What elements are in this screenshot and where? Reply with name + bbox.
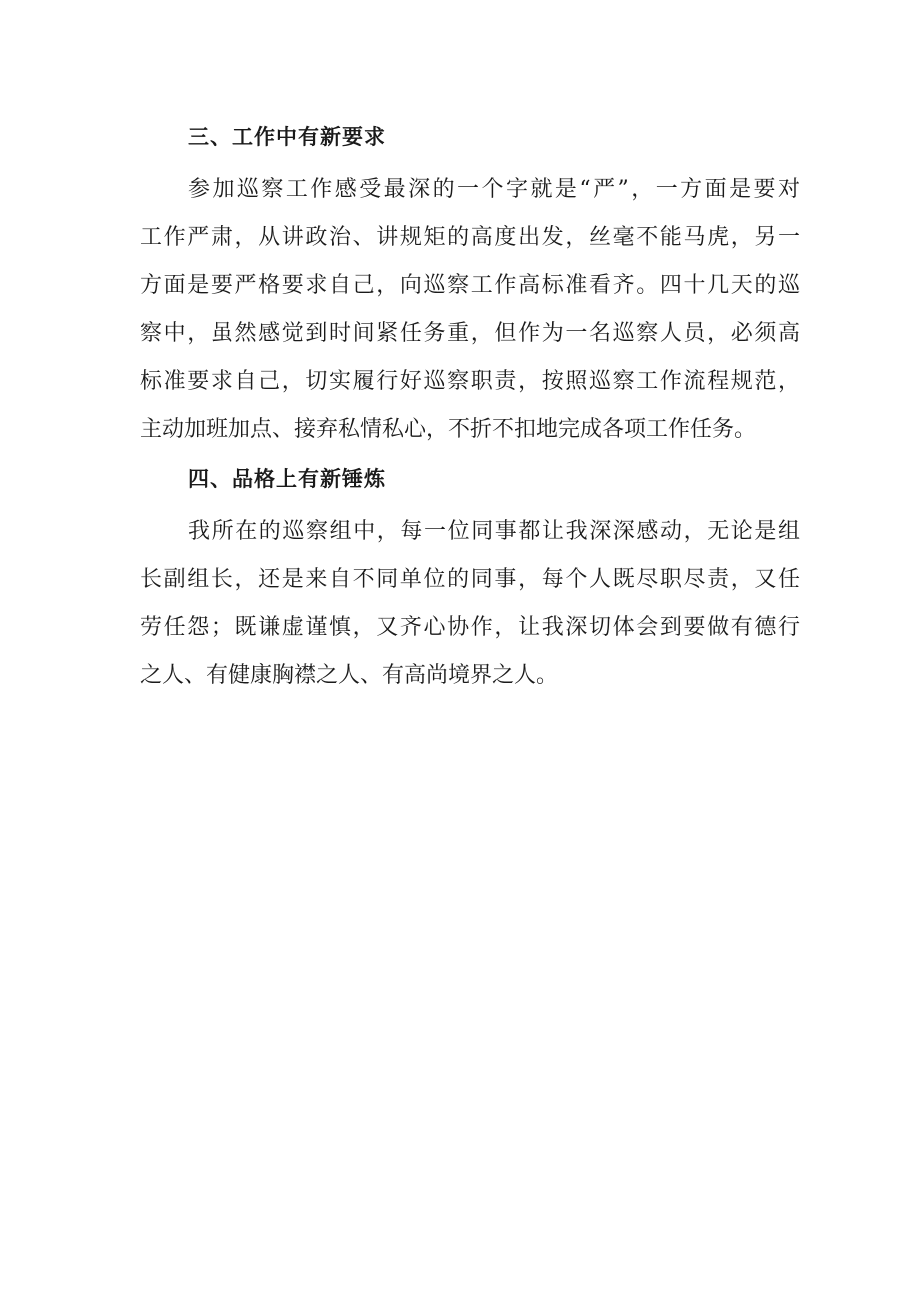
paragraph-line: 劳任怨；既谦虚谨慎，又齐心协作，让我深切体会到要做有德行 xyxy=(140,615,800,640)
paragraph-line: 之人、有健康胸襟之人、有高尚境界之人。 xyxy=(140,663,559,688)
paragraph-line: 参加巡察工作感受最深的一个字就是“严”，一方面是要对 xyxy=(188,177,800,202)
section-4-paragraph xyxy=(140,508,800,700)
section-heading-4: 四、品格上有新锤炼 xyxy=(188,467,386,491)
section-3-paragraph xyxy=(140,166,800,454)
document-body xyxy=(140,112,800,700)
paragraph-line: 长副组长，还是来自不同单位的同事，每个人既尽职尽责，又任 xyxy=(140,567,800,592)
paragraph-line: 察中，虽然感觉到时间紧任务重，但作为一名巡察人员，必须高 xyxy=(140,321,800,346)
section-heading-3: 三、工作中有新要求 xyxy=(188,125,386,149)
paragraph-line: 工作严肃，从讲政治、讲规矩的高度出发，丝毫不能马虎，另一 xyxy=(140,225,800,250)
paragraph-line: 方面是要严格要求自己，向巡察工作高标准看齐。四十几天的巡 xyxy=(140,273,800,298)
paragraph-line: 主动加班加点、接弃私情私心，不折不扣地完成各项工作任务。 xyxy=(140,417,757,442)
paragraph-line: 我所在的巡察组中，每一位同事都让我深深感动，无论是组 xyxy=(188,519,800,544)
paragraph-line: 标准要求自己，切实履行好巡察职责，按照巡察工作流程规范， xyxy=(140,369,800,394)
